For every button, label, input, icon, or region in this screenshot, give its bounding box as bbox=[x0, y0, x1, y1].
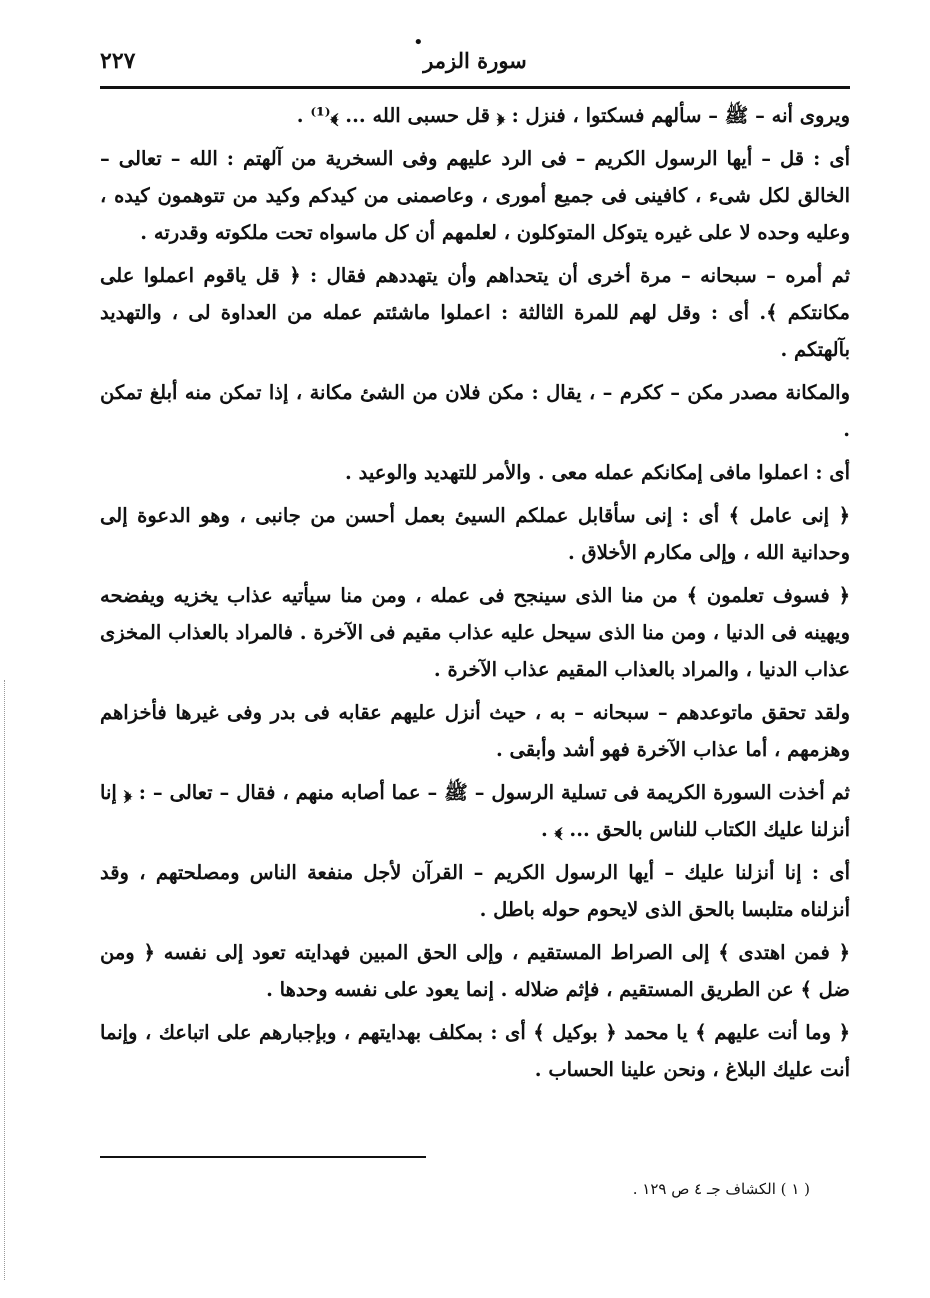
page-body bbox=[100, 89, 850, 1088]
page-number: ٢٢٧ bbox=[100, 48, 136, 74]
page-edge-marks bbox=[4, 680, 11, 1280]
paragraph-3: ثم أمره – سبحانه – مرة أخرى أن يتحداهم وأن يتهددهم فقال : ﴿ قل ياقوم اعملوا على مكانتكم ﴾. أى : وقل لهم للمرة الثالثة : اعملوا ماشئتم عمله من العداوة لى ، والتهديد بآلهتكم . bbox=[100, 264, 850, 361]
paragraph-5: أى : اعملوا مافى إمكانكم عمله معى . والأمر للتهديد والوعيد . bbox=[345, 461, 850, 484]
page-header bbox=[100, 32, 850, 89]
paragraph-12: ﴿ وما أنت عليهم ﴾ يا محمد ﴿ بوكيل ﴾ أى : بمكلف بهدايتهم ، وبإجبارهم على اتباعك ، وإنما أنت عليك البلاغ ، ونحن علينا الحساب . bbox=[100, 1021, 850, 1081]
paragraph-2: أى : قل – أيها الرسول الكريم – فى الرد عليهم وفى السخرية من آلهتم : الله – تعالى – الخالق لكل شىء ، كافينى فى جميع أمورى ، وعاصمنى من كيدكم وكيد من تتوهمون كيده ، وعليه وحده لا على غيره يتوكل المتوكلون ، لعلمهم أن كل ماسواه تحت ملكوته وقدرته . bbox=[100, 147, 850, 244]
paragraph-4: والمكانة مصدر مكن – ككرم – ، يقال : مكن فلان من الشئ مكانة ، إذا تمكن منه أبلغ تمكن . bbox=[100, 381, 850, 441]
paragraph-11: ﴿ فمن اهتدى ﴾ إلى الصراط المستقيم ، وإلى الحق المبين فهدايته تعود إلى نفسه ﴿ ومن ضل ﴾ عن الطريق المستقيم ، فإثم ضلاله . إنما يعود على نفسه وحدها . bbox=[100, 941, 850, 1001]
paragraph-8: ولقد تحقق ماتوعدهم – سبحانه – به ، حيث أنزل عليهم عقابه فى بدر وفى غيرها فأخزاهم وهزمهم ، أما عذاب الآخرة فهو أشد وأبقى . bbox=[100, 701, 850, 761]
header-dot: • bbox=[413, 32, 424, 53]
paragraph-10: أى : إنا أنزلنا عليك – أيها الرسول الكريم – القرآن لأجل منفعة الناس ومصلحتهم ، وقد أنزلناه متلبسا بالحق الذى لايحوم حوله باطل . bbox=[100, 861, 850, 921]
book-page bbox=[100, 32, 850, 1280]
paragraph-7: ﴿ فسوف تعلمون ﴾ من منا الذى سينجح فى عمله ، ومن منا سيأتيه عذاب يخزيه ويفضحه ويهينه فى الدنيا ، ومن منا الذى سيحل عليه عذاب مقيم فى الآخرة . فالمراد بالعذاب المخزى عذاب الدنيا ، والمراد بالعذاب المقيم عذاب الآخرة . bbox=[100, 584, 850, 681]
footnote-divider bbox=[100, 1156, 426, 1158]
footnote: ( ١ ) الكشاف جـ ٤ ص ١٢٩ . bbox=[632, 1180, 810, 1198]
paragraph-6: ﴿ إنى عامل ﴾ أى : إنى سأقابل عملكم السيئ بعمل أحسن من جانبى ، وهو الدعوة إلى وحدانية الله ، وإلى مكارم الأخلاق . bbox=[100, 504, 850, 564]
paragraph-9: ثم أخذت السورة الكريمة فى تسلية الرسول – ﷺ – عما أصابه منهم ، فقال – تعالى – : ﴿ إنا أنزلنا عليك الكتاب للناس بالحق ... ﴾ . bbox=[100, 781, 850, 841]
surah-title: سورة الزمر bbox=[423, 48, 527, 73]
paragraph-1: ويروى أنه – ﷺ – سألهم فسكتوا ، فنزل : ﴿ قل حسبى الله ... ﴾⁽¹⁾ . bbox=[296, 104, 850, 127]
